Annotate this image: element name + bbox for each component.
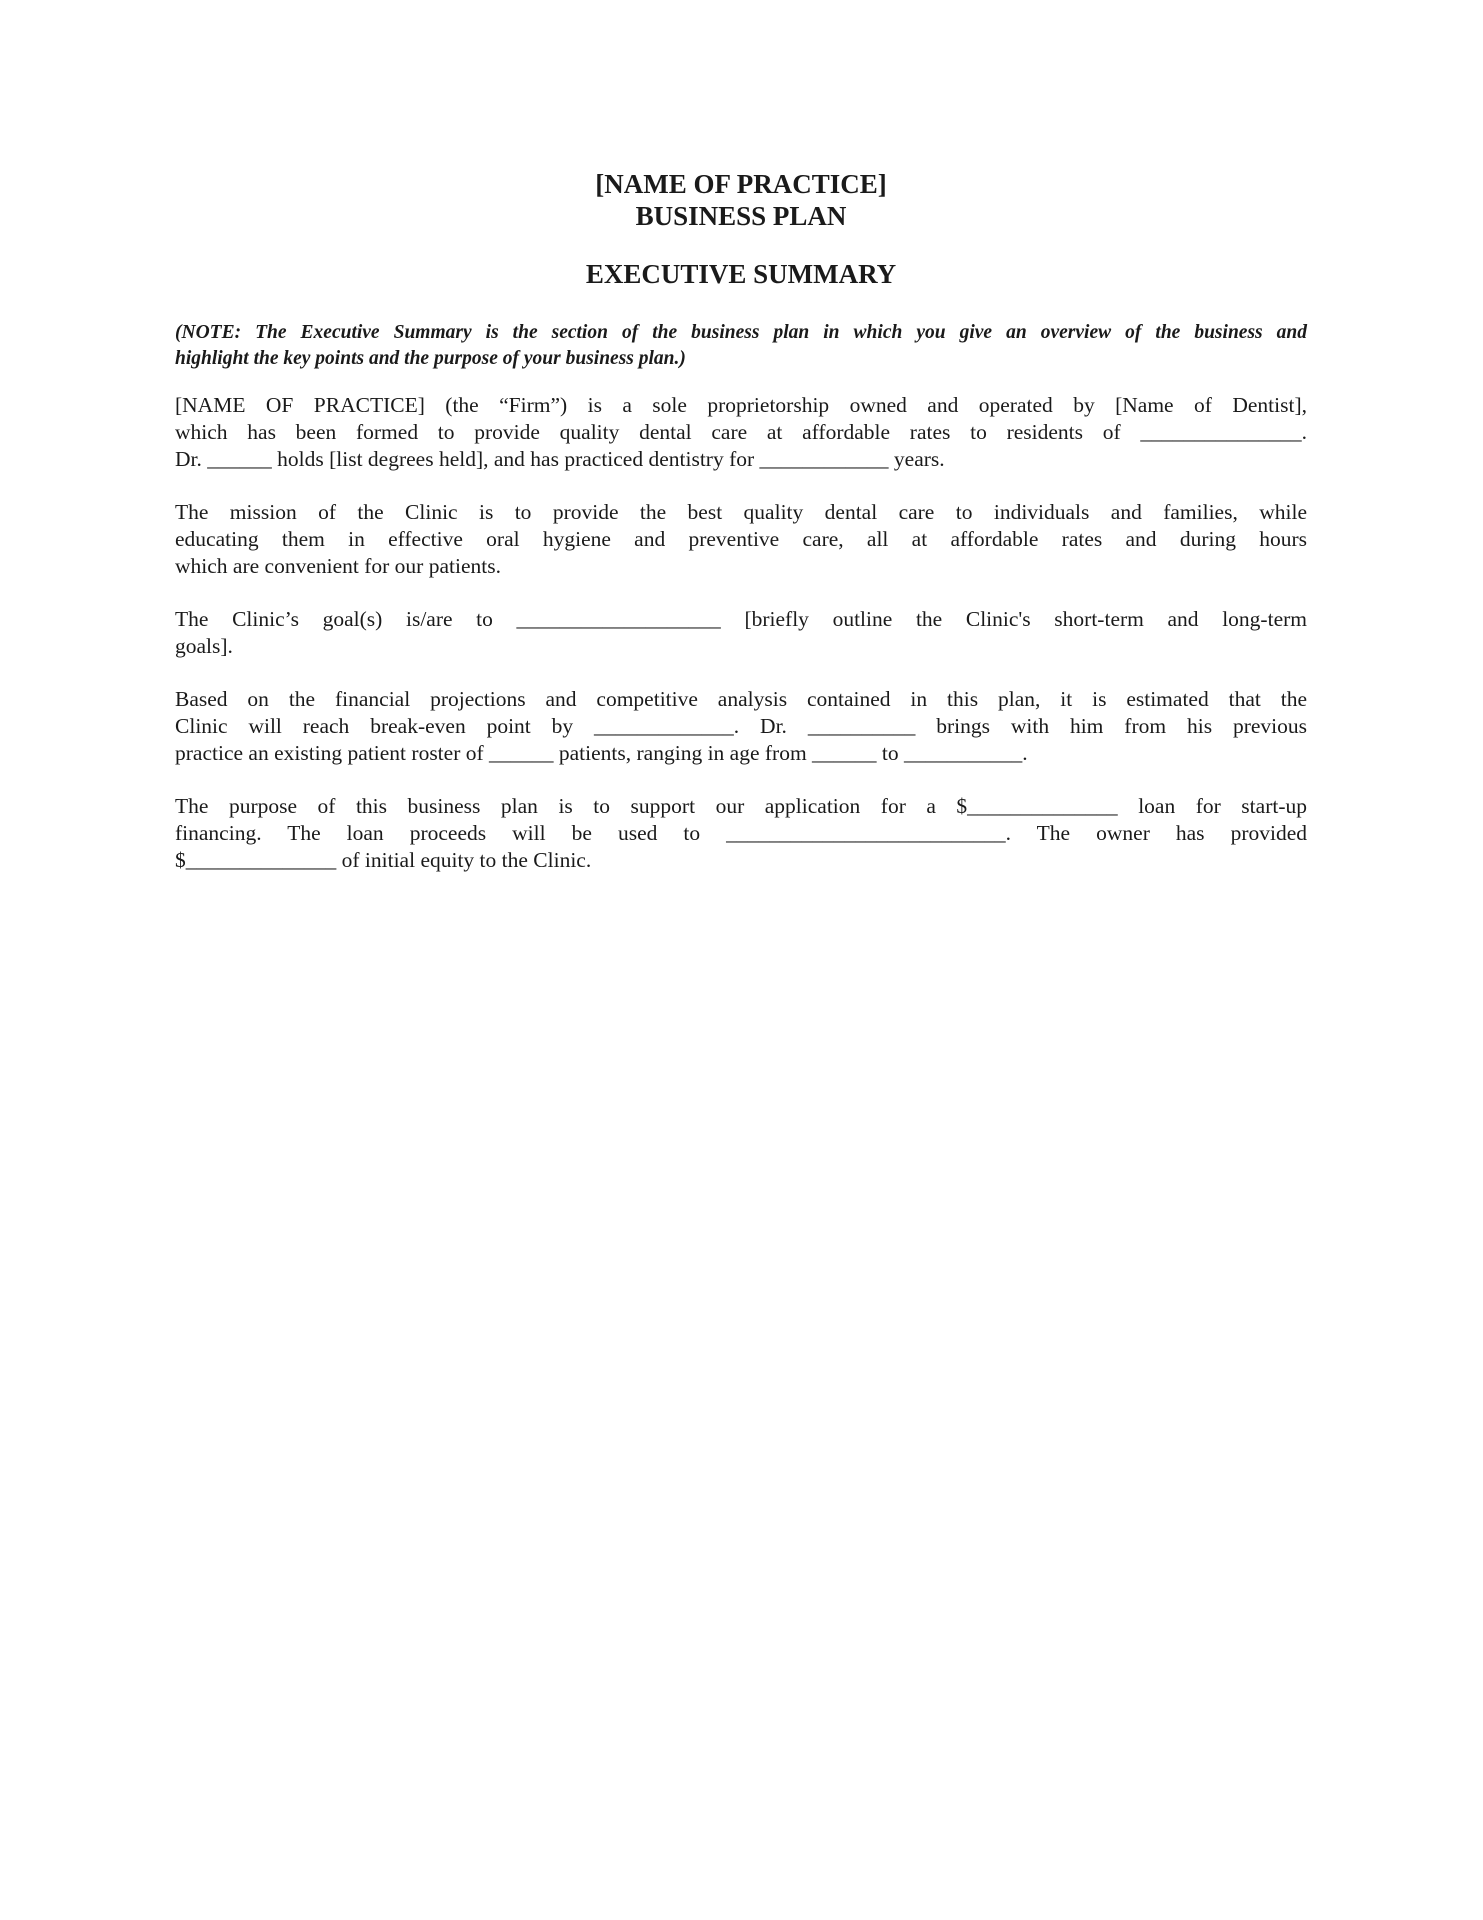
paragraph-practice-intro [175,392,1307,473]
paragraph-line: educating them in effective oral hygiene and preventive care, all at affordable rates and during hours [175,527,1307,551]
paragraph-line: which are convenient for our patients. [175,554,501,578]
paragraph-line: The Clinic’s goal(s) is/are to ___________________ [briefly outline the Clinic's short-term and long-term [175,607,1307,631]
paragraph-line: The purpose of this business plan is to support our application for a $______________ loan for start-up [175,794,1307,818]
paragraph-line: financing. The loan proceeds will be used to __________________________. The owner has provided [175,821,1307,845]
document-content [175,168,1307,874]
paragraph-line: Dr. ______ holds [list degrees held], and has practiced dentistry for ____________ years. [175,447,945,471]
paragraph-projections [175,686,1307,767]
instruction-note [175,320,1307,372]
note-line: highlight the key points and the purpose of your business plan.) [175,348,686,369]
paragraph-line: Clinic will reach break-even point by _____________. Dr. __________ brings with him from his previous [175,714,1307,738]
paragraph-line: Based on the financial projections and competitive analysis contained in this plan, it is estimated that the [175,687,1307,711]
paragraph-line: goals]. [175,634,233,658]
paragraph-line: which has been formed to provide quality dental care at affordable rates to residents of _______________. [175,420,1307,444]
document-title: [NAME OF PRACTICE] [595,169,887,199]
paragraph-line: [NAME OF PRACTICE] (the “Firm”) is a sole proprietorship owned and operated by [Name of Dentist], [175,393,1307,417]
paragraph-line: The mission of the Clinic is to provide the best quality dental care to individuals and families, while [175,500,1307,524]
document-subtitle: BUSINESS PLAN [635,201,847,231]
paragraph-mission [175,499,1307,580]
section-heading: EXECUTIVE SUMMARY [585,259,897,289]
paragraph-goals [175,606,1307,660]
paragraph-line: practice an existing patient roster of ______ patients, ranging in age from ______ to ___________. [175,741,1028,765]
paragraph-line: $______________ of initial equity to the Clinic. [175,848,592,872]
note-line: (NOTE: The Executive Summary is the section of the business plan in which you give an overview of the business and [175,322,1307,343]
paragraph-purpose [175,793,1307,874]
